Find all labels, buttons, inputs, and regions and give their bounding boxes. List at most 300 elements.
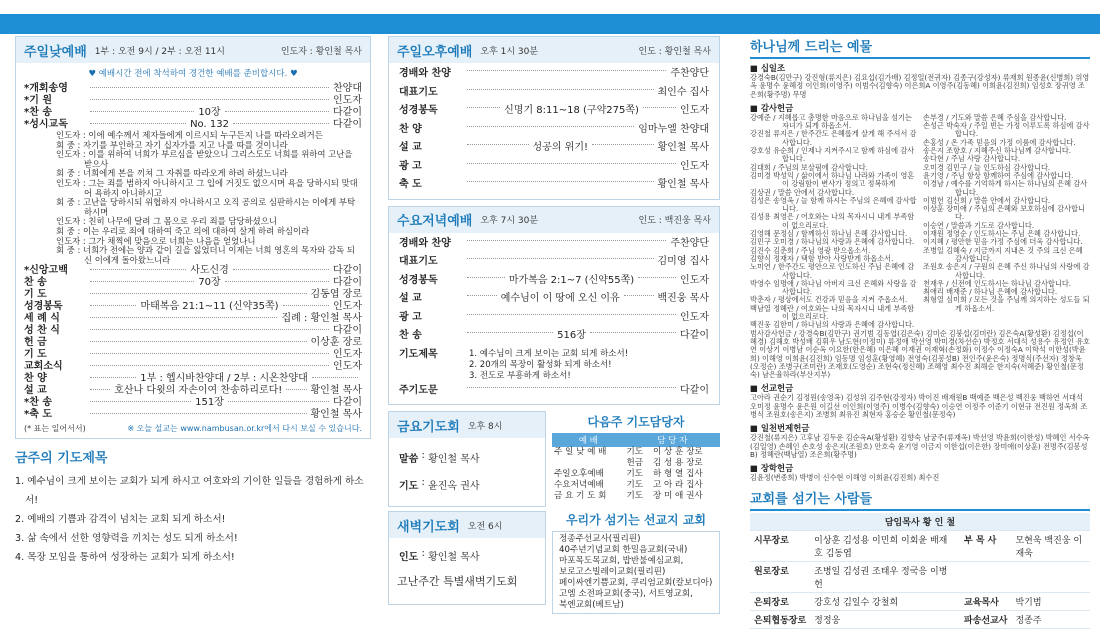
dawn-title: 새벽기도회 [397, 519, 460, 535]
staff-role [960, 562, 1011, 593]
order-label: 경배와 찬양 [399, 237, 451, 249]
dotted-leader [467, 107, 500, 108]
order-label: 찬 양 [399, 123, 422, 135]
thanks-entry: 송다현 / 주님 사랑 감사합니다. [923, 154, 1021, 164]
missions-title: 우리가 섬기는 선교지 교회 [565, 513, 707, 527]
staff-row [750, 531, 1090, 562]
dotted-leader [233, 123, 329, 124]
replay-note: ※ 오늘 설교는 www.nambusan.or.kr에서 다시 보실 수 있습니다. [127, 424, 362, 434]
order-of-worship-bottom [16, 265, 370, 421]
thanks-entry: 김상권 / 말씀 안에서 감사합니다. [750, 187, 855, 197]
dotted-leader [312, 377, 358, 378]
order-right: 황인철 목사 [657, 142, 710, 153]
order-row [16, 409, 370, 421]
duty-role: 기도 [626, 469, 644, 479]
duty-role: 기도 [626, 480, 644, 490]
thanks-entry: 이지혜 / 평안한 믿음 가정 주심에 더욱 감사합니다. [923, 237, 1083, 247]
order-row [389, 272, 719, 291]
duty-title: 다음주 기도담당자 [587, 415, 685, 429]
order-right: 다같이 [333, 397, 363, 409]
dawn-time: 오전 6시 [467, 521, 503, 532]
prayer-topic: 3. 삶 속에서 선한 영향력을 끼치는 성도 되게 하소서! [15, 533, 238, 545]
dotted-leader [638, 277, 676, 278]
order-row [389, 253, 719, 272]
thanks-entry: 이승연 / 말씀과 기도로 감사합니다. [923, 220, 1035, 230]
dotted-leader [643, 107, 676, 108]
thanks-entry: 손홍성 / 온 가족 믿음의 가정 이룸에 감사합니다. [923, 137, 1076, 147]
wednesday-closing-row [389, 382, 719, 405]
order-label: 찬 송 [399, 330, 422, 341]
wednesday-title: 수요저녁예배 [397, 214, 473, 229]
duty-name: 하 형 열 집사 [652, 469, 703, 479]
order-row [16, 349, 370, 361]
order-row [389, 290, 719, 309]
wednesday-prayer-item: 2. 20개의 목장이 활성화 되게 하소서! [469, 359, 612, 370]
offering-section-text: 범사감사헌금 / 강경숙B(김만구) 권기범 김동엽(김은숙) 김미순 김붕섭(김미란) 김은숙A(황성환) 김정섭(이혜경) 김해호 박성배 김휘우 남도현(이정미) 류정애 박선영 박미경(차선순) 박정호 서대석 성용수 유정인 유호연 이상기 이병남 이순옥 이요한(한은혜) 이은혜 이재권 이재혁(손정화) 이정수 이정숙A 이학석 이한성(박윤희) 이해영 이희윤(김진희) 임동명 임성훈(황영혜) 전영숙(김봉성B) 전인주(윤은숙) 정명식(주선자) 정창욱(오정순) 조병구(조미란) 조재호(도영순) 조현숙(정신혜) 조혜영 최수진 최해순 한지숙(서혜준) 황인철(문정숙) 남은율하라(부산지부) [750, 328, 1090, 380]
dotted-leader [467, 163, 676, 164]
order-right: 최인수 집사 [657, 86, 709, 98]
responsive-line: 회 중 : 이는 우리로 죄에 대하여 죽고 의에 대하여 살게 하려 하심이라 [56, 225, 310, 236]
dotted-leader [283, 305, 329, 306]
dotted-leader [467, 277, 505, 278]
wednesday-prayer-label: 기도제목 [399, 348, 438, 360]
responsive-line: 인도자 : 이에 예수께서 제자들에게 이르시되 누구든지 나를 따라오려거든 [56, 130, 323, 140]
thanks-entry: 최형열 심미희 / 모든 것을 주님께 의지하는 성도들 되게 하옵소서. [923, 295, 1090, 313]
order-right: 다같이 [333, 265, 362, 277]
column-left [15, 36, 371, 567]
dotted-leader [286, 389, 306, 390]
dotted-leader [467, 332, 553, 333]
dotted-leader [90, 123, 186, 124]
sunday-afternoon-header [389, 37, 719, 63]
order-row [16, 373, 370, 385]
sunday-morning-title: 주일낮예배 [24, 44, 87, 60]
wednesday-service [388, 206, 720, 406]
order-right: 주찬양단 [670, 237, 709, 249]
offering-other-sections [750, 330, 1090, 483]
thanks-entry: 백남열 정혜란 / 여호와는 나의 목자시니 내게 부족함이 없으리로다. [750, 303, 915, 322]
thanks-entry: 김성용 최영은 / 어호와는 나의 목자시니 내게 부족함이 없으리로다. [750, 212, 915, 230]
order-right: 주찬양단 [670, 68, 709, 79]
staff-title: 교회를 섬기는 사람들 [750, 488, 1090, 511]
staff-role: 은퇴장로 [750, 593, 810, 611]
wednesday-prayer-item: 1. 예수님이 크게 보이는 교회 되게 하소서! [469, 348, 629, 359]
order-row [16, 301, 370, 313]
order-row [16, 107, 370, 119]
prayer-topic: 2. 예배의 기쁨과 감격이 넘치는 교회 되게 하소서! [15, 514, 226, 526]
order-row [16, 385, 370, 397]
duty-service: 수요저녁예배 [554, 480, 604, 490]
dotted-leader [90, 365, 329, 366]
dotted-leader [590, 332, 676, 333]
order-label: 헌 금 [24, 337, 47, 349]
order-right: 집례 : 황인철 목사 [281, 313, 362, 325]
dotted-leader [225, 111, 329, 112]
responsive-line: 인도자 : 그가 채찍에 맞음으로 너희는 나음을 얻었나니 [56, 235, 256, 246]
thanks-entry: 이상훈 장미애 / 주님의 은혜와 보호하심에 감사합니다. [923, 204, 1085, 222]
dotted-leader [90, 111, 194, 112]
mission-line: 고엠 소전파교회(중국), 서트영교회, [559, 589, 693, 599]
responsive-line: 회 중 : 자기를 부인하고 자기 십자가를 지고 나를 따를 것이니라 [56, 139, 288, 150]
thanks-entry: 강진철 류지은 / 한주간도 은혜롭게 살게 해 주셔서 감사합니다. [750, 129, 917, 147]
duty-header-service: 예 배 [552, 433, 625, 447]
dawn-note: 고난주간 특별새벽기도회 [397, 575, 518, 588]
responsive-line: 회 중 : 너희에게 본을 끼쳐 그 자취를 따라오게 하려 하셨느니라 [56, 168, 288, 179]
staff-role: 파송선교사 [960, 611, 1011, 629]
order-right: 김동엽 장로 [310, 289, 362, 301]
lords-prayer-right: 다같이 [680, 384, 709, 396]
duty-name: 이 상 훈 장로 [652, 447, 703, 457]
order-right: 임마누엘 찬양대 [638, 123, 709, 135]
thanks-entry: 손성근 박숙자 / 주일 빈는 가정 이루도록 하심에 감사합니다. [923, 121, 1090, 139]
duty-role: 기도 [626, 447, 644, 457]
order-label: 축 도 [399, 179, 422, 190]
staff-role: 은퇴협동장로 [750, 611, 810, 629]
order-row [16, 289, 370, 301]
order-label: 기 도 [24, 289, 47, 301]
order-right: 다같이 [680, 330, 710, 341]
responsive-line: 인도자 : 그는 죄를 범하지 아니하시고 그 입에 거짓도 없으시며 욕을 당하시되 맞대어 욕하지 아니하시고 [56, 177, 358, 198]
dotted-leader [467, 314, 676, 315]
church-staff [750, 488, 1090, 629]
thanks-entry: 김대희 / 주님의 보살핌에 감사합니다. [750, 162, 868, 172]
order-right: 인도자 [680, 274, 710, 286]
order-row [16, 95, 370, 107]
dotted-leader [90, 87, 329, 88]
responsive-line: 회 중 : 고난을 당하시되 위협하지 아니하시고 오직 공의로 심판하시는 이에게 부탁하시며 [56, 197, 356, 217]
prayer-topic: 1. 예수님이 크게 보이는 교회가 되게 하시고 여호와의 기이한 일들을 경험하게 하소서! [15, 476, 364, 507]
wednesday-prayer-item: 3. 전도로 부흥하게 하소서! [469, 370, 571, 381]
wednesday-order [389, 233, 719, 346]
sunday-morning-footer [16, 421, 370, 438]
staff-names: 정종주 [1011, 611, 1090, 629]
offering-section-text: 강경숙B(김만구) 강진형(류지은) 김요섭(김가배) 김정일(전귀자) 김종구(강성자) 류재희 원종윤(신병희) 위영옥 윤명수 윤혜정 이인희(이영주) 이범수(김향숙) 이은희A 이영주(김동혜) 이희윤(김진희) 임성호 장귀영 조은희(황주명) 무명 [750, 73, 1090, 99]
missions-list [552, 531, 720, 614]
mission-line: 정종주선교사(필리핀) [559, 534, 641, 544]
duty-header-person: 담 당 자 [625, 433, 721, 447]
order-row [389, 309, 719, 328]
prayer-topics-title: 금주의 기도제목 [15, 451, 108, 467]
friday-prayer: 윤진옥 권사 [428, 481, 480, 492]
order-content: 마태복음 21:1~11 (신약35쪽) [140, 301, 279, 313]
order-right: 인도자 [333, 95, 362, 106]
thanks-entry: 박영수 임명애 / 하나님 아버지 크신 은혜와 사랑을 감사합니다. [750, 278, 917, 297]
dotted-leader [467, 240, 666, 241]
sunday-morning-service [15, 36, 371, 439]
thanks-offering-left [750, 114, 917, 330]
friday-sermon: 황인철 목사 [428, 454, 480, 465]
staff-names: 조병일 김성권 조태우 정국응 이병헌 [810, 562, 960, 593]
dotted-leader [90, 305, 136, 306]
dotted-leader [90, 269, 186, 270]
order-content: 신명기 8:11~18 (구약275쪽) [504, 105, 639, 116]
order-content: 10장 [198, 107, 221, 118]
order-label: 성 찬 식 [24, 325, 60, 337]
order-label: 성경봉독 [399, 274, 438, 286]
offering-section-head: ■ 십일조 [750, 63, 786, 73]
duty-name: 김 성 용 장로 [652, 458, 703, 468]
order-label: 설 교 [399, 142, 422, 153]
sunday-afternoon-service [388, 36, 720, 200]
dotted-leader [90, 401, 191, 402]
order-row [16, 325, 370, 337]
thanks-entry: 천재우 / 신전에 인도하시는 하나님 감사합니다. [923, 278, 1072, 288]
order-label: 대표기도 [399, 256, 438, 267]
order-right: 인도자 [680, 311, 709, 323]
order-label: 성경봉독 [24, 301, 63, 313]
duty-row [552, 469, 720, 480]
order-row [16, 313, 370, 325]
dawn-leader-label: 인도 [399, 552, 419, 563]
friday-prayer-label: 기도 [399, 481, 419, 492]
duty-service: 주일오후예배 [554, 469, 604, 479]
thanks-offering-list [750, 114, 1090, 330]
thanks-entry: 김향식 정재자 / 택함 받아 사랑받게 하옵소서. [750, 253, 894, 263]
order-content: 성공의 위기! [532, 142, 589, 153]
order-content: 151장 [195, 397, 224, 409]
dotted-leader [90, 329, 329, 330]
thanks-entry: 강호성 유순희 / 인제나 지켜주시고 함께 하심에 감사합니다. [750, 146, 915, 164]
friday-and-duty [388, 411, 720, 511]
friday-sermon-row: 말씀 : 황인철 목사 [399, 450, 480, 465]
senior-pastor: 담임목사 황 인 철 [750, 513, 1090, 531]
order-right: 이상훈 장로 [310, 337, 362, 349]
order-content: 1부 : 헵시바찬양대 / 2부 : 시온찬양대 [140, 373, 308, 385]
duty-role: 헌금 [626, 458, 644, 468]
staff-names [1011, 562, 1090, 593]
dotted-leader [592, 144, 654, 145]
order-right: 백진웅 목사 [657, 293, 709, 304]
order-row [389, 65, 719, 84]
thanks-entry: 이경남 / 예수를 기억하게 하시는 하나님의 은혜 감사합니다. [923, 179, 1088, 197]
column-middle [388, 36, 720, 611]
order-label: 설 교 [24, 385, 47, 397]
order-row [16, 337, 370, 349]
wednesday-prayer-list [463, 349, 628, 382]
thanks-entry: 조병일 김혜숙 / 지금까지 지내온 것 주의 크신 은혜 감사합니다. [923, 245, 1083, 263]
order-label: *개회송영 [24, 83, 68, 94]
order-label: 찬 양 [24, 373, 47, 385]
next-week-prayer-duty [552, 411, 720, 502]
order-label: 설 교 [399, 293, 422, 304]
friday-sermon-label: 말씀 [399, 454, 419, 465]
staff-names: 박기범 [1011, 593, 1090, 611]
order-row [389, 327, 719, 346]
thanks-entry: 김진수 김춘희 / 주님 영광 받으옵소서. [750, 245, 871, 255]
order-label: *신앙고백 [24, 265, 68, 277]
order-right: 다같이 [333, 107, 362, 118]
order-label: 교회소식 [24, 361, 63, 373]
order-row [389, 176, 719, 195]
dotted-leader [90, 99, 329, 100]
staff-role: 부 목 사 [960, 531, 1011, 562]
wednesday-prayer-row [389, 346, 719, 382]
thanks-entry: 김성은 송영옥 / 늘 함께 하시는 주님의 은혜에 감사합니다. [750, 195, 917, 214]
thanks-offering-right [923, 114, 1090, 330]
offering-section-text: 고아라 권순기 김정원(송영옥) 김성위 김주현(강정자) 박이진 배재원B 백예준 백은성 백진웅 백하연 서대석 오미정 윤명수 윤은원 이길선 이인희(이영주) 이병수(김향숙) 이승연 이정주 이준기 이현규 전진원 정옥희 조병식 조원호(송은지) 조병희 최유진 최현자 홍승순 황인철(문정숙) [750, 393, 1088, 419]
order-row [389, 102, 719, 121]
dawn-leader-row: 인도 : 황인철 목사 [399, 548, 480, 563]
duty-row [552, 491, 720, 502]
order-right: 인도자 [333, 361, 362, 373]
order-label: *찬 송 [24, 107, 53, 118]
sunday-afternoon-time: 오후 1시 30분 [480, 46, 539, 57]
top-banner [0, 14, 1100, 34]
sunday-morning-time: 1부 : 오전 9시 / 2부 : 오전 11시 [94, 46, 225, 57]
order-content: 516장 [557, 330, 586, 341]
dotted-leader [90, 413, 307, 414]
order-label: *찬 송 [24, 397, 53, 409]
sunday-morning-leader: 인도자 : 황인철 목사 [280, 46, 362, 57]
thanks-entry: 조원호 송은지 / 구원의 은혜 주신 하나님의 사랑에 감사합니다. [923, 262, 1090, 280]
staff-row [750, 593, 1090, 611]
sunday-morning-header [16, 37, 370, 63]
friday-prayer-meeting [388, 411, 546, 507]
dawn-header [389, 512, 545, 538]
staff-row [750, 562, 1090, 593]
dawn-leader: 황인철 목사 [428, 552, 480, 563]
order-label: 광 고 [399, 160, 422, 172]
order-right: 인도자 [333, 349, 362, 361]
thanks-entry: 오미경 김민구 / 늘 인도하심 감사합니다. [923, 162, 1051, 172]
order-label: *기 원 [24, 95, 53, 106]
order-content: 마가복음 2:1~7 (신약55쪽) [508, 274, 635, 286]
order-content: 70장 [198, 277, 221, 289]
duty-role: 기도 [626, 491, 644, 501]
thanks-entry: 송은지 조항호 / 지혜주신 하나님께 감사합니다. [923, 146, 1072, 156]
order-right: 김미영 집사 [657, 256, 709, 267]
friday-title: 금요기도회 [397, 419, 460, 435]
order-right: 인도자 [680, 105, 710, 116]
staff-names: 이상훈 김성용 이민희 이회윤 배재호 김동엽 [810, 531, 960, 562]
thanks-entry: 강예준 / 지혜롭고 총명한 마음으로 하나님을 섬기는 자녀가 되게 하옵소서. [750, 112, 912, 131]
order-row [389, 121, 719, 140]
dotted-leader [624, 295, 654, 296]
wednesday-time: 오후 7시 30분 [480, 216, 539, 226]
mission-line: 40주년기념교회 한밀음교회(국내) [559, 545, 688, 555]
order-row [16, 83, 370, 95]
sunday-afternoon-leader: 인도 : 황인철 목사 [638, 46, 711, 57]
dotted-leader [467, 181, 654, 182]
dotted-leader [467, 89, 654, 90]
thanks-entry: 김민구 오미경 / 하나님의 사랑과 은혜에 감사합니다. [750, 237, 915, 247]
dawn-and-missions [388, 511, 720, 611]
dotted-leader [225, 281, 329, 282]
order-row [16, 361, 370, 373]
order-content: No. 132 [190, 119, 229, 130]
order-right: 찬양대 [333, 83, 362, 94]
duty-name: 고 아 라 집사 [652, 480, 703, 490]
staff-role: 교육목사 [960, 593, 1011, 611]
wednesday-header [389, 207, 719, 233]
order-right: 인도자 [333, 301, 362, 313]
order-right: 황인철 목사 [657, 179, 709, 190]
order-label: 광 고 [399, 311, 422, 323]
offering-section-head: ■ 일천번제헌금 [750, 423, 810, 434]
order-row [16, 397, 370, 409]
dotted-leader [90, 341, 307, 342]
mission-line: 북엔교회(베트남) [559, 600, 624, 610]
weekly-prayer-topics [15, 447, 371, 567]
friday-header [389, 412, 545, 438]
thanks-entry: 박춘자 / 평상에서도 건강과 믿음을 지켜 주옵소서. [750, 295, 908, 305]
duty-row [552, 447, 720, 458]
lords-prayer-label: 주기도문 [399, 384, 438, 396]
order-right: 다같이 [333, 277, 362, 289]
order-label: 세 례 식 [24, 313, 60, 325]
staff-names: 강호성 김일수 강철희 [810, 593, 960, 611]
dotted-leader [90, 377, 136, 378]
mission-line: 마포목도목교회, 밥반불예심교회, [559, 556, 684, 566]
order-content: 호산나 다윗의 자손이여 찬송하리로다! [114, 385, 283, 397]
friday-prayer-row: 기도 : 윤진옥 권사 [399, 477, 480, 492]
duty-row [552, 480, 720, 491]
dotted-leader [90, 389, 110, 390]
responsive-line: 인도자 : 이를 위하여 너희가 부르심을 받았으니 그리스도도 너희를 위하여 고난을 받으사 [56, 149, 353, 169]
order-right: 황인철 목사 [310, 385, 362, 397]
order-row [389, 139, 719, 158]
thanks-entry: 김미경 박성익 / 삶이에서 하나님 나라와 가족이 영혼이 강림함이 변사가 정의고 정복하게 [750, 170, 915, 189]
order-right: 인도자 [680, 160, 709, 172]
order-label: 기 도 [24, 349, 47, 361]
order-right: 다같이 [333, 119, 363, 130]
mission-churches [552, 511, 720, 620]
duty-service: 금 요 기 도 회 [554, 491, 607, 501]
staff-role: 원로장로 [750, 562, 810, 593]
offering-section-text: 김윤정(변종희) 박병이 신수현 이해영 이희윤(김진희) 최수진 [750, 473, 940, 483]
order-content: 사도신경 [190, 265, 229, 277]
thanks-entry: 김영해 문정심 / 함께하신 하나님 은혜 감사합니다. [750, 229, 908, 239]
mission-line: 보로고스빌레이교회(필리핀) [559, 567, 666, 577]
dotted-leader [90, 353, 329, 354]
dotted-leader [90, 317, 277, 318]
staff-table [750, 513, 1090, 629]
dotted-leader [467, 126, 634, 127]
thanks-entry: 이범헌 김신희 / 말씀 안에서 감사합니다. [923, 195, 1051, 205]
thanks-entry: 윤기영 / 주님 항상 함께하여 주심에 감사합니다. [923, 170, 1074, 180]
offering-section-head: ■ 선교헌금 [750, 383, 794, 394]
order-label: 대표기도 [399, 86, 438, 98]
mission-line: 페이싸엔기쁨교회, 쿠리엄교회(칼보디아) [559, 578, 713, 588]
order-row [389, 84, 719, 103]
thanks-entry: 노미연 / 한주간도 평안으로 인도하신 주님 은혜에 감사합니다. [750, 262, 915, 280]
dotted-leader [467, 258, 654, 259]
thanks-entry: 백진웅 김한미 / 하나님의 사랑과 은혜에 감사합니다. [750, 320, 915, 330]
responsive-reading [16, 131, 370, 265]
offering-tithe [750, 62, 1090, 114]
staff-names: 모현욱 백진웅 이재욱 [1011, 531, 1090, 562]
offering-title: 하나님께 드리는 예물 [750, 36, 1090, 59]
order-label: *성시교독 [24, 119, 68, 130]
dotted-leader [467, 70, 666, 71]
offering-section-head: ■ 감사헌금 [750, 102, 794, 113]
dawn-prayer-meeting [388, 511, 546, 605]
dotted-leader [467, 295, 497, 296]
worship-notice: ♥ 예배시간 전에 착석하여 경건한 예배를 준비합시다. ♥ [88, 69, 298, 79]
order-label: 성경봉독 [399, 105, 438, 116]
standing-note: (* 표는 일어서서) [24, 424, 86, 434]
order-right: 황인철 목사 [310, 409, 362, 421]
dotted-leader [467, 144, 529, 145]
order-right: 다같이 [333, 325, 362, 337]
staff-names: 정정웅 [810, 611, 960, 629]
order-label: 경배와 찬양 [399, 68, 451, 79]
thanks-entry: 최애리 배재준 / 하나님 은혜에 감사합니다. [923, 287, 1058, 297]
order-row [389, 235, 719, 254]
prayer-topic: 4. 목장 모임을 통하여 성장하는 교회가 되게 하소서! [15, 552, 235, 564]
thanks-entry: 이재원 정영순 / 인도하시는 주님 은혜 감사합니다. [923, 229, 1081, 239]
staff-row [750, 611, 1090, 629]
